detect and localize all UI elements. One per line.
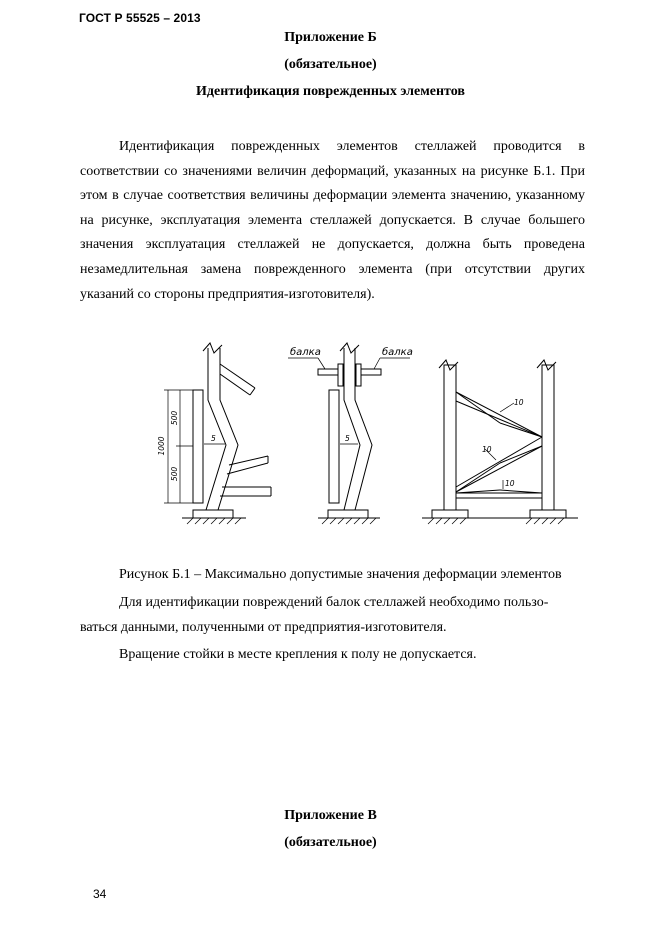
beams-note-line-2: ваться данными, полученными от предприятия-изготовителя.	[80, 620, 447, 635]
deflection-label-mid: 5	[345, 434, 350, 443]
column-drawing-1	[164, 343, 271, 524]
frame-drawing-3	[422, 360, 578, 524]
appendix-b-title: Приложение Б	[284, 30, 377, 45]
brace-label-3: 10	[505, 479, 515, 488]
appendix-b-paragraph: Идентификация поврежденных элементов стеллажей проводится в соответствии со значениями величин деформаций, указанных на рисунке Б.1. При этом в случае соответствия величины деформации элемента значению, указанному на рисунке, эксплуатация элемента стеллажей допускается. В случае большего значения эксплуатация стеллажей не допускается, должна быть проведена незамедлительная замена поврежденного элемента (при отсутствии других указаний со стороны предприятия-изготовителя).	[80, 139, 585, 302]
beam-label-left: балка	[290, 347, 321, 358]
appendix-c-title: Приложение В	[284, 808, 377, 823]
beams-note-line-1: Для идентификации повреждений балок стеллажей необходимо пользо-	[119, 595, 549, 610]
brace-label-2: 10	[482, 445, 492, 454]
brace-label-1: 10	[514, 398, 524, 407]
dim-upper-label: 500	[170, 410, 179, 426]
figure-caption: Рисунок Б.1 – Максимально допустимые значения деформации элементов	[119, 567, 562, 582]
dim-total-label: 1000	[157, 436, 166, 456]
rotation-note: Вращение стойки в месте крепления к полу не допускается.	[119, 647, 477, 662]
dim-lower-label: 500	[170, 466, 179, 482]
deflection-label-left: 5	[211, 434, 216, 443]
appendix-b-status: (обязательное)	[284, 57, 377, 72]
appendix-b-heading: Идентификация поврежденных элементов	[196, 84, 465, 99]
document-header: ГОСТ Р 55525 – 2013	[79, 11, 201, 25]
page-number: 34	[93, 887, 107, 901]
beam-label-right: балка	[382, 347, 413, 358]
appendix-c-status: (обязательное)	[284, 835, 377, 850]
